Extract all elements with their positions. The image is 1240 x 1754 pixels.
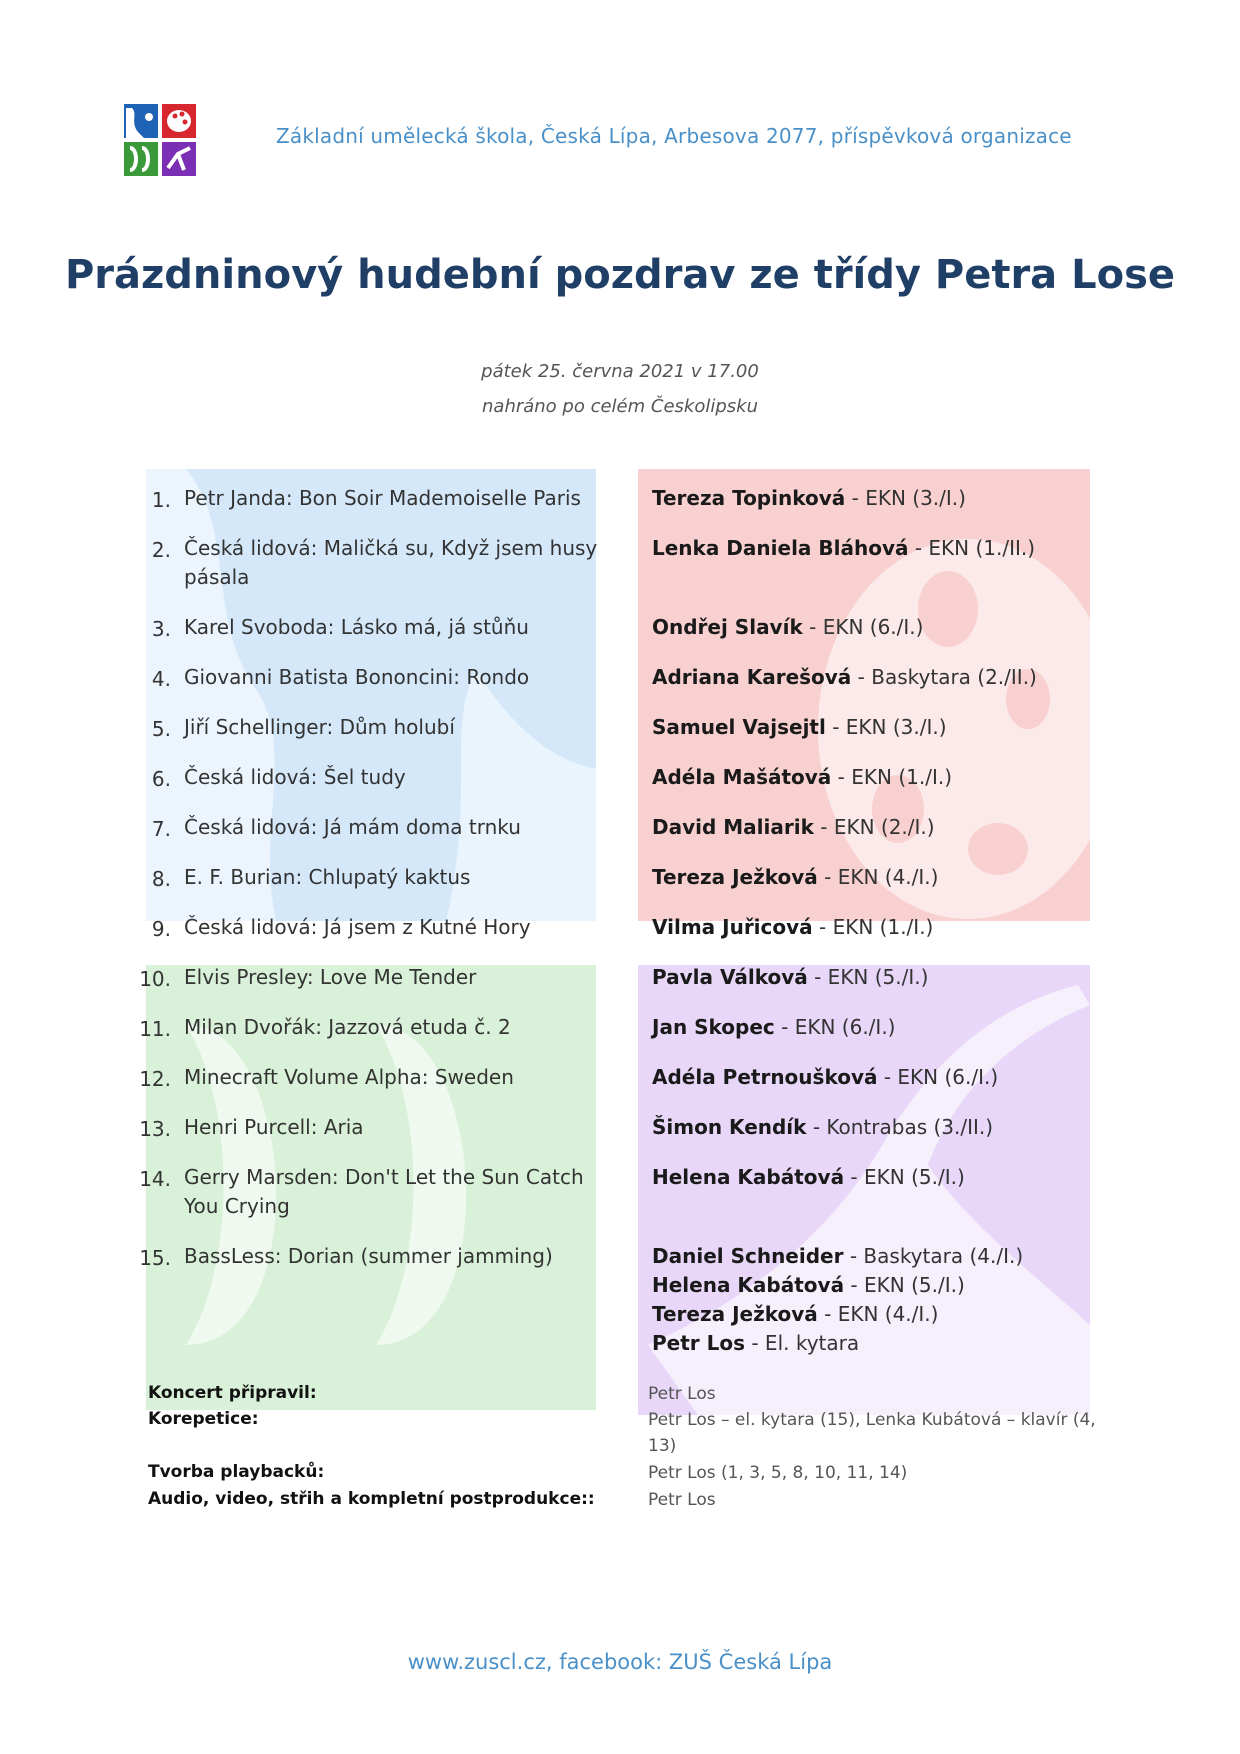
credit-label: Koncert připravil: <box>148 1383 317 1403</box>
performer-detail: - EKN (4./I.) <box>817 865 939 889</box>
program-title: Minecraft Volume Alpha: Sweden <box>184 1065 514 1089</box>
performer-name: Vilma Juřicová <box>652 915 813 939</box>
program-title: E. F. Burian: Chlupatý kaktus <box>184 865 471 889</box>
program-title: Jiří Schellinger: Dům holubí <box>184 715 455 739</box>
performer-detail: - EKN (1./I.) <box>812 915 934 939</box>
program-title: BassLess: Dorian (summer jamming) <box>184 1244 553 1268</box>
program-title: Milan Dvořák: Jazzová etuda č. 2 <box>184 1015 511 1039</box>
performer-name: Jan Skopec <box>652 1015 775 1039</box>
program-number: 5. <box>151 717 171 741</box>
performer <box>652 613 1092 642</box>
program-title: Elvis Presley: Love Me Tender <box>184 965 477 989</box>
performer-detail: - EKN (5./I.) <box>844 1165 965 1189</box>
performer-detail: - EKN (6./I.) <box>774 1015 896 1039</box>
credit-label: Audio, video, střih a kompletní postprodukce:: <box>148 1489 595 1509</box>
performer <box>652 763 1092 792</box>
performer <box>652 1242 1092 1271</box>
program-title: Česká lidová: Šel tudy <box>184 765 406 789</box>
performer <box>652 813 1092 842</box>
performer <box>652 913 1092 942</box>
program-number: 8. <box>151 867 171 891</box>
performer-detail: - EKN (4./I.) <box>817 1302 939 1326</box>
performer <box>652 713 1092 742</box>
school-name: Základní umělecká škola, Česká Lípa, Arbesova 2077, příspěvková organizace <box>276 124 1072 148</box>
performer-detail: - EKN (5./I.) <box>807 965 929 989</box>
performer-detail: - Kontrabas (3./II.) <box>806 1115 994 1139</box>
performer <box>652 1329 1092 1358</box>
performer-name: Petr Los <box>652 1331 745 1355</box>
program-title: Giovanni Batista Bononcini: Rondo <box>184 665 530 689</box>
credit-value: Petr Los <box>648 1490 716 1510</box>
program-number: 14. <box>139 1167 171 1191</box>
performer-name: Lenka Daniela Bláhová <box>652 536 909 560</box>
performer-name: Helena Kabátová <box>652 1273 845 1297</box>
credit-label: Korepetice: <box>148 1409 259 1429</box>
program-number: 11. <box>139 1017 171 1041</box>
concert-date: pátek 25. června 2021 v 17.00 <box>481 361 759 382</box>
performer <box>652 663 1092 692</box>
performer-name: David Maliarik <box>652 815 814 839</box>
program-number: 4. <box>151 667 171 691</box>
program-number: 15. <box>139 1246 171 1270</box>
performer-detail: - EKN (3./I.) <box>825 715 947 739</box>
performer-detail: - El. kytara <box>745 1331 860 1355</box>
performer-name: Adéla Mašátová <box>652 765 832 789</box>
recording-note: nahráno po celém Českolipsku <box>482 396 758 417</box>
program-number: 12. <box>139 1067 171 1091</box>
program-title: Petr Janda: Bon Soir Mademoiselle Paris <box>184 486 581 510</box>
performer-name: Adéla Petrnoušková <box>652 1065 878 1089</box>
performer-name: Tereza Ježková <box>652 1302 818 1326</box>
performer-detail: - Baskytara (2./II.) <box>851 665 1037 689</box>
performer-detail: - Baskytara (4./I.) <box>843 1244 1024 1268</box>
performer <box>652 484 1092 513</box>
performer <box>652 534 1092 563</box>
program-title: Česká lidová: Já mám doma trnku <box>184 815 521 839</box>
performer-name: Adriana Karešová <box>652 665 852 689</box>
program-number: 10. <box>139 967 171 991</box>
program-title: Henri Purcell: Aria <box>184 1115 364 1139</box>
performer-detail: - EKN (1./I.) <box>831 765 952 789</box>
program-title: Česká lidová: Já jsem z Kutné Hory <box>184 915 531 939</box>
performer <box>652 1013 1092 1042</box>
program-number: 1. <box>151 488 171 512</box>
page-title: Prázdninový hudební pozdrav ze třídy Petra Lose <box>64 252 1176 298</box>
performer-detail: - EKN (5./I.) <box>844 1273 965 1297</box>
performer-name: Daniel Schneider <box>652 1244 844 1268</box>
performer <box>652 863 1092 892</box>
program-number: 9. <box>151 917 171 941</box>
school-logo <box>124 104 196 176</box>
program-title: Karel Svoboda: Lásko má, já stůňu <box>184 615 529 639</box>
performer-detail: - EKN (2./I.) <box>813 815 935 839</box>
performer <box>652 963 1092 992</box>
performer-name: Helena Kabátová <box>652 1165 845 1189</box>
program-title: Gerry Marsden: Don't Let the Sun Catch You Crying <box>184 1165 584 1218</box>
performer <box>652 1163 1092 1192</box>
program-number: 6. <box>151 767 171 791</box>
performer-name: Tereza Topinková <box>652 486 846 510</box>
credit-value: Petr Los <box>648 1384 716 1404</box>
performer-name: Samuel Vajsejtl <box>652 715 826 739</box>
program-number: 2. <box>151 538 171 562</box>
footer-links[interactable]: www.zuscl.cz, facebook: ZUŠ Česká Lípa <box>407 1650 833 1674</box>
program-number: 3. <box>151 617 171 641</box>
performer <box>652 1300 1092 1329</box>
performer-detail: - EKN (6./I.) <box>802 615 924 639</box>
performer-detail: - EKN (1./II.) <box>908 536 1036 560</box>
credit-value: Petr Los (1, 3, 5, 8, 10, 11, 14) <box>648 1463 908 1483</box>
performer <box>652 1113 1092 1142</box>
performer-name: Pavla Válková <box>652 965 808 989</box>
performer-name: Šimon Kendík <box>652 1115 807 1139</box>
credit-label: Tvorba playbacků: <box>148 1462 325 1482</box>
program-number: 13. <box>139 1117 171 1141</box>
performer-detail: - EKN (6./I.) <box>877 1065 999 1089</box>
performer-name: Ondřej Slavík <box>652 615 803 639</box>
performer-name: Tereza Ježková <box>652 865 818 889</box>
credit-value: Petr Los – el. kytara (15), Lenka Kubátová – klavír (4, 13) <box>648 1410 1096 1456</box>
performer-detail: - EKN (3./I.) <box>845 486 966 510</box>
performer <box>652 1271 1092 1300</box>
program-number: 7. <box>151 817 171 841</box>
program-title: Česká lidová: Maličká su, Když jsem husy pásala <box>184 536 598 589</box>
performer <box>652 1063 1092 1092</box>
